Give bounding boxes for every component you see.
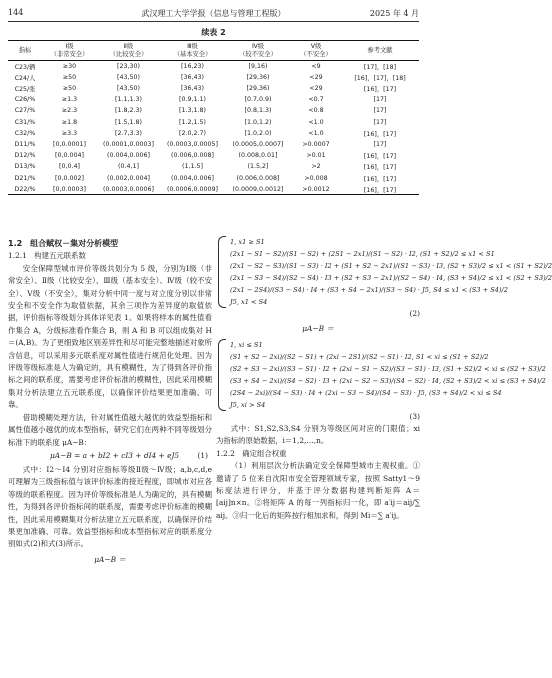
table-cell: >0.01	[306, 152, 326, 160]
table-cell: [0,0.0003]	[42, 184, 97, 195]
table-cell: (1.5,2]	[247, 163, 269, 171]
subsection-heading-1-2-1: 1.2.1 构建五元联系数	[8, 251, 86, 261]
table-row	[8, 105, 419, 116]
table-cell: [0,0.002]	[55, 174, 84, 182]
table-row	[8, 117, 419, 128]
table-cell: (0.004,0.006]	[107, 152, 150, 160]
table-cell: [1.1,1.3)	[115, 96, 142, 104]
table-cell: [2.7,3.3)	[115, 129, 142, 137]
table-cell: >0.0007	[302, 141, 330, 148]
table-cell: [9,16)	[248, 62, 268, 70]
table-row	[8, 150, 419, 161]
table-cell: (0.008,0.01]	[238, 152, 278, 160]
table-cell: [29,36)	[246, 85, 270, 93]
table-cell: <9	[311, 62, 321, 70]
table-cell: C27/%	[14, 107, 36, 115]
equation-3-system	[216, 339, 546, 411]
left-brace	[218, 339, 226, 411]
table-cell: C24/人	[14, 74, 36, 82]
column-header: 指标	[8, 41, 42, 61]
table-cell: >2	[311, 163, 321, 171]
table-cell: [17]	[373, 118, 387, 126]
table-cell: (1,1.5]	[182, 163, 203, 171]
paragraph-variables: 式中：I2～I4 分别对应指标等级Ⅱ级～Ⅳ级；a,b,c,d,e 可理解为三级指标值与该评价标准的接近程度，即城市对应各等级的联系程度。因为评价等级标准是人为确定的，具有模糊性，为得到各评价指标间的联系度，需要考虑评价标准的模糊性，因此采用模糊集对分析法建立五元联系度，以确保评价结果更加准确、可靠。效益型指标和成本型指标对应的联系度分别如式(2)和式(3)所示。	[8, 464, 212, 549]
column-header: Ⅳ级 （较不安全）	[225, 41, 291, 61]
equation-case: (2x1 − S1 − S2)/(S1 − S2) + (2S1 − 2x1)/(S1 − S2) · I2, (S1 + S2)/2 ≤ x1 < S1	[230, 250, 495, 258]
table-row	[8, 184, 419, 195]
table-cell: (0.0003,0.0005]	[167, 141, 218, 148]
journal-title: 武汉理工大学学报（信息与管理工程版）	[141, 9, 286, 18]
equation-1	[8, 450, 212, 463]
table-cell: ≥2.3	[61, 107, 78, 115]
column-header: Ⅴ级 （不安全）	[291, 41, 341, 61]
equation-case: 1, xi ≤ S1	[230, 341, 263, 349]
table-cell: [0.7,0.9)	[244, 96, 272, 104]
table-cell: <0.8	[308, 107, 324, 115]
table-cell: [16]，[17]	[363, 164, 397, 172]
equation-case: (S3 + S4 − 2xi)/(S4 − S2) · I3 + (2xi − S2 − S3)/(S4 − S2) · I4, (S2 + S3)/2 < xi ≤ (S3 + S4)/2	[230, 377, 546, 385]
table-cell: [1.8,2.3)	[115, 107, 142, 115]
equation-case: (S2 + S3 − 2xi)/(S3 − S1) · I2 + (2xi − S1 − S2)/(S3 − S1) · I3, (S1 + S2)/2 < xi ≤ (S2 + S3)/2	[230, 365, 546, 373]
subsection-heading-1-2-2: 1.2.2 确定组合权重	[216, 448, 287, 458]
paragraph-fuzzy: 借助模糊处理方法，针对属性值越大越优的效益型指标和属性值越小越优的成本型指标，研究它们在两种不同等级划分标准下的联系度 μA−B：	[8, 412, 212, 447]
left-brace	[218, 236, 226, 308]
table-cell: (0.0003,0.0006]	[97, 184, 160, 195]
table-cell: D22/%	[8, 184, 42, 195]
table-cell: [17]，[18]	[363, 63, 397, 71]
paragraph-ahp: （1）利用层次分析法确定安全保障型城市主观权重。①邀请了 5 位来自沈阳市安全管理领域专家，按照 Satty1～9 标度法进行评分，并基于评分数据构建判断矩阵 A＝[aij]n×n。②将矩阵 A 的每一列指标归一化，即 a′ij＝aij/∑ aij。③归一化后的矩阵按行相加求和，得到 Mi＝∑ a′ij。	[216, 461, 420, 520]
table-cell: (0.006,0.008]	[171, 152, 214, 160]
equation-case: (2x1 − 2S4)/(S3 − S4) · I4 + (S3 + S4 − 2x1)/(S3 − S4) · J5, S4 ≤ x1 < (S3 + S4)/2	[230, 286, 508, 294]
table-cell: [16]，[17]	[363, 153, 397, 161]
table-cell: C31/%	[14, 118, 36, 126]
header-rule	[8, 21, 419, 22]
table-cell: [29,36)	[246, 73, 270, 81]
table-cell: <29	[309, 73, 323, 81]
table-cell: [36,43)	[181, 73, 204, 81]
table-row	[8, 72, 419, 83]
table-row	[8, 128, 419, 139]
table-cell: [36,43)	[181, 85, 204, 93]
table-cell: [1.5,1.8)	[115, 118, 142, 126]
table-cell: ≥50	[62, 73, 77, 81]
table-cell: (0.0001,0.0003]	[103, 141, 154, 148]
table-cell: D13/%	[14, 163, 36, 171]
equation-3-number: (3)	[409, 412, 420, 421]
table-cell: C25/张	[14, 86, 36, 94]
table-cell: C26/%	[14, 96, 36, 104]
table-cell: ≥30	[62, 62, 77, 70]
table-cell: C23/辆	[14, 63, 36, 71]
table-row	[8, 172, 419, 183]
column-header: 参考文献	[341, 41, 419, 61]
equation-2-system	[216, 236, 552, 308]
table-row	[8, 94, 419, 105]
table-cell: ≥50	[62, 85, 77, 93]
table-cell: (0.0005,0.0007]	[232, 141, 284, 148]
table-row	[8, 61, 419, 72]
table-cell: [1.0,2.0)	[244, 129, 272, 137]
equation-case: J5, xi > S4	[230, 401, 266, 409]
table-cell: [43,50)	[117, 85, 140, 93]
page-number: 144	[8, 8, 24, 17]
page-header	[8, 6, 419, 20]
table-caption: 续表 2	[201, 28, 226, 37]
table-row	[8, 83, 419, 94]
table-cell: [1.0,1.2)	[244, 118, 272, 126]
table-cell: (0.002,0.004]	[107, 174, 150, 182]
column-header: Ⅰ级 （非常安全）	[42, 41, 97, 61]
equation-case: (2x1 − S2 − S3)/(S1 − S3) · I2 + (S1 + S2 − 2x1)/(S1 − S3) · I3, (S2 + S3)/2 ≤ x1 < (S1 + S2)/2	[230, 262, 552, 270]
table-cell: [16,23)	[181, 62, 204, 70]
section-heading-1-2: 1.2 组合赋权－集对分析模型	[8, 239, 119, 248]
table-cell: D11/%	[14, 141, 36, 148]
table-cell: ≥3.3	[61, 129, 78, 137]
table-cell: [16]，[17]	[363, 86, 397, 94]
equation-1-body: μA−B = a + bI2 + cI3 + dI4 + eJ5	[50, 450, 180, 460]
table-row	[8, 139, 419, 150]
equation-case: J5, x1 < S4	[230, 298, 268, 306]
right-column	[216, 236, 552, 522]
table-cell: [0,0.4]	[59, 163, 80, 171]
table-cell: [17]	[373, 107, 387, 115]
equation-1-number: (1)	[197, 450, 208, 460]
table-cell: <1.0	[308, 118, 324, 126]
table-cell: [0.9,1.1)	[179, 96, 206, 104]
table-cell: (0.004,0.006]	[171, 174, 214, 182]
table-cell: <0.7	[308, 96, 324, 104]
table-cell: [16]，[17]	[363, 130, 397, 138]
table-cell: <29	[309, 85, 323, 93]
equation-case: (2x1 − S3 − S4)/(S2 − S4) · I3 + (S2 + S3 − 2x1)/(S2 − S4) · I4, (S3 + S4)/2 ≤ x1 < (S2 + S3)/2	[230, 274, 552, 282]
paragraph-thresholds: 式中：S1,S2,S3,S4 分别为等级区间对应的门限值；xi 为指标的原始数据，i＝1,2,…,n。	[216, 424, 420, 446]
table-cell: [43,50)	[117, 73, 140, 81]
mu-label-right: μA−B ＝	[302, 324, 334, 333]
grade-standard-table	[8, 40, 419, 195]
table-cell: ≥1.3	[61, 96, 78, 104]
table-cell: (0.006,0.008]	[236, 174, 280, 182]
table-cell: [1.2,1.5)	[179, 118, 206, 126]
equation-case: (S1 + S2 − 2xi)/(S2 − S1) + (2xi − 2S1)/(S2 − S1) · I2, S1 < xi ≤ (S1 + S2)/2	[230, 353, 489, 361]
table-cell: >0.0012	[291, 184, 341, 195]
table-cell: >0.008	[304, 174, 328, 182]
table-cell: [16]，[17]，[18]	[354, 74, 406, 82]
table-cell: [0.8,1.3)	[244, 107, 272, 115]
equation-2-cases	[230, 236, 552, 308]
table-cell: D21/%	[14, 174, 36, 182]
table-cell: C32/%	[14, 129, 36, 137]
column-header: Ⅲ级 （基本安全）	[160, 41, 225, 61]
column-header: Ⅱ级 （比较安全）	[97, 41, 160, 61]
table-cell: [16]，[17]	[363, 175, 397, 183]
table-cell: (0.0006,0.0009]	[160, 184, 225, 195]
issue-date: 2025 年 4 月	[369, 9, 419, 18]
table-cell: [2.0,2.7)	[179, 129, 206, 137]
equation-2-number: (2)	[409, 309, 420, 318]
table-cell: (0.0009,0.0012]	[225, 184, 291, 195]
table-cell: [17]	[373, 141, 387, 148]
table-cell: [23,30)	[117, 62, 140, 70]
table-cell: [0,0.0001]	[53, 141, 86, 148]
paragraph-grading: 安全保障型城市评价等级共划分为 5 级，分别为Ⅰ级（非常安全）、Ⅱ级（比较安全）、Ⅲ级（基本安全）、Ⅳ级（较不安全）、Ⅴ级（不安全），集对分析中同一度与对立度分别以非常安全和不安全作为取值依据，其余三项作为差异度的取值依据，评价指标等级划分具体详见表 1。如果将样本的属性值看作集合 A，分级标准看作集合 B，则 A 和 B 可以组成集对 H＝(A,B)。为了更细致地区别差异性和尽可能完整地描述对象所含信息，可以采用多元联系度对属性值进行规范化处理。因为评级等级标准是人为确定的，具有模糊性，为了得到各评价指标之间的联系度，需要考虑评价标准的模糊性，因此采用模糊集对分析法建立五元联系度，以确保评价结果更加准确、可靠。	[8, 263, 212, 410]
table-cell: (0.4,1]	[118, 163, 139, 171]
equation-case: (2S4 − 2xi)/(S4 − S3) · I4 + (2xi − S3 − S4)/(S4 − S3) · J5, (S3 + S4)/2 < xi ≤ S4	[230, 389, 502, 397]
table-cell: D12/%	[14, 152, 36, 160]
left-column	[8, 238, 212, 570]
equation-3-cases	[230, 339, 546, 411]
mu-label-left: μA−B ＝	[94, 554, 126, 564]
table-cell: ≥1.8	[61, 118, 78, 126]
table-cell: <1.0	[308, 129, 324, 137]
table-cell: [17]	[373, 96, 387, 104]
table-cell: [0,0.004]	[55, 152, 84, 160]
equation-case: 1, x1 ≥ S1	[230, 238, 265, 246]
table-row	[8, 161, 419, 172]
table-cell: [16]，[17]	[341, 184, 419, 195]
table-cell: [1.3,1.8)	[179, 107, 206, 115]
